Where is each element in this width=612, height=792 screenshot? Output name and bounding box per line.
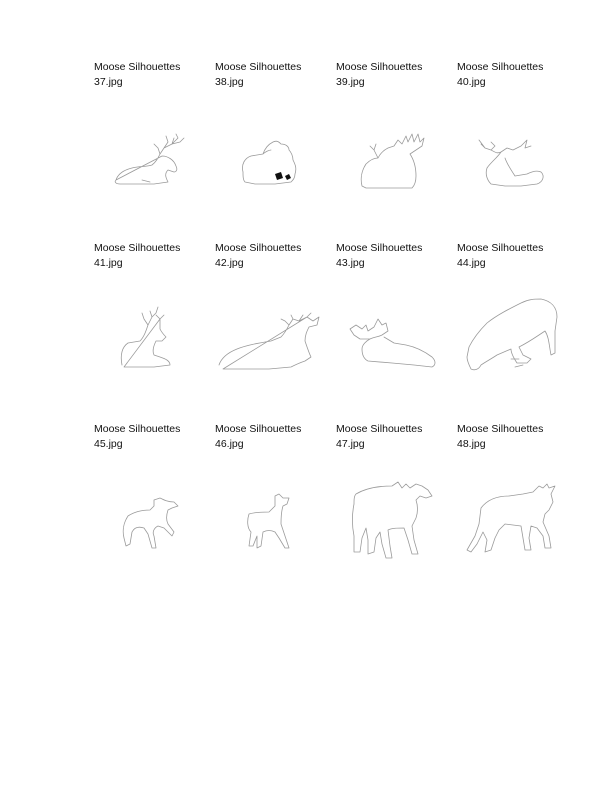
image-filename: 43.jpg xyxy=(336,257,365,269)
image-caption xyxy=(94,422,180,452)
moose-lying-long-icon xyxy=(215,285,333,403)
image-caption xyxy=(336,422,422,452)
image-cell[interactable] xyxy=(336,60,454,235)
image-caption xyxy=(94,241,180,271)
image-cell[interactable] xyxy=(336,422,454,597)
image-title: Moose Silhouettes xyxy=(457,242,544,254)
moose-lying-calf-icon xyxy=(336,285,454,403)
image-title: Moose Silhouettes xyxy=(336,242,423,254)
moose-resting-icon xyxy=(215,104,333,222)
image-cell[interactable] xyxy=(215,422,333,597)
image-cell[interactable] xyxy=(94,60,212,235)
image-title: Moose Silhouettes xyxy=(215,61,302,73)
image-cell[interactable] xyxy=(94,241,212,416)
moose-lying-facing-icon xyxy=(457,104,575,222)
image-cell[interactable] xyxy=(215,241,333,416)
image-filename: 37.jpg xyxy=(94,76,123,88)
moose-lying-antlers-icon xyxy=(94,104,212,222)
moose-lying-upright-icon xyxy=(94,285,212,403)
moose-calf-walking-icon xyxy=(94,466,212,584)
image-title: Moose Silhouettes xyxy=(94,61,181,73)
image-title: Moose Silhouettes xyxy=(94,242,181,254)
image-cell[interactable] xyxy=(336,241,454,416)
image-cell[interactable] xyxy=(457,422,575,597)
image-caption xyxy=(457,422,543,452)
image-title: Moose Silhouettes xyxy=(457,61,544,73)
image-filename: 39.jpg xyxy=(336,76,365,88)
image-cell[interactable] xyxy=(457,60,575,235)
image-caption xyxy=(336,241,422,271)
image-cell[interactable] xyxy=(215,60,333,235)
image-title: Moose Silhouettes xyxy=(94,423,181,435)
image-title: Moose Silhouettes xyxy=(457,423,544,435)
image-filename: 38.jpg xyxy=(215,76,244,88)
image-title: Moose Silhouettes xyxy=(336,61,423,73)
image-caption xyxy=(215,241,301,271)
moose-lying-large-antlers-icon xyxy=(336,104,454,222)
image-filename: 42.jpg xyxy=(215,257,244,269)
image-title: Moose Silhouettes xyxy=(336,423,423,435)
image-caption xyxy=(215,60,301,90)
image-caption xyxy=(94,60,180,90)
image-filename: 40.jpg xyxy=(457,76,486,88)
image-caption xyxy=(336,60,422,90)
image-caption xyxy=(457,241,543,271)
image-filename: 44.jpg xyxy=(457,257,486,269)
image-filename: 41.jpg xyxy=(94,257,123,269)
image-cell[interactable] xyxy=(94,422,212,597)
image-filename: 45.jpg xyxy=(94,438,123,450)
image-filename: 46.jpg xyxy=(215,438,244,450)
image-caption xyxy=(215,422,301,452)
image-filename: 48.jpg xyxy=(457,438,486,450)
image-title: Moose Silhouettes xyxy=(215,423,302,435)
moose-calf-standing-icon xyxy=(215,466,333,584)
moose-grazing-kneeling-icon xyxy=(457,285,575,403)
moose-cow-walking-icon xyxy=(457,466,575,584)
image-caption xyxy=(457,60,543,90)
moose-bull-standing-icon xyxy=(336,466,454,584)
image-filename: 47.jpg xyxy=(336,438,365,450)
image-cell[interactable] xyxy=(457,241,575,416)
image-title: Moose Silhouettes xyxy=(215,242,302,254)
